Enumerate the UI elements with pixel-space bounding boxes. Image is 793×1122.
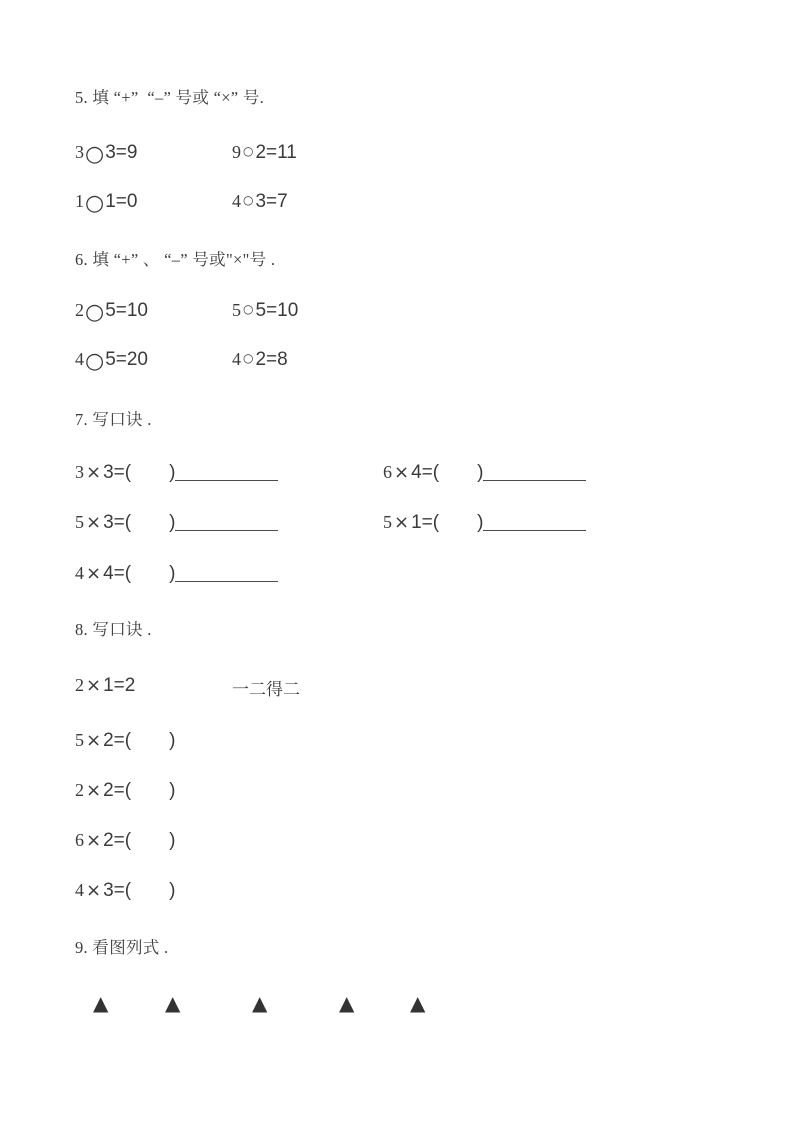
equation — [75, 459, 278, 484]
equation-rest: 5=20 — [105, 349, 148, 370]
operand: 2 — [75, 300, 84, 320]
equation-rest: 1=0 — [105, 191, 138, 212]
equation-row — [75, 880, 793, 908]
multiply-sign: × — [394, 462, 410, 483]
triangle-icon: ▲ — [252, 991, 268, 1015]
question-6-heading: 6. 填 “+” 、 “–” 号或"×"号 . — [75, 250, 276, 269]
small-circle-blank-icon: ○ — [243, 144, 254, 158]
equation — [75, 560, 278, 585]
operand: 5 — [383, 512, 392, 532]
close-paren: ) — [477, 462, 484, 483]
equation-row — [75, 509, 793, 537]
triangle-icon: ▲ — [339, 991, 355, 1015]
multiply-sign: × — [86, 563, 102, 584]
equation — [75, 675, 135, 697]
equation-rest: 2=11 — [255, 142, 297, 163]
equation-rest: 3=9 — [105, 142, 138, 163]
operand: 5 — [75, 512, 84, 532]
equation — [75, 830, 175, 852]
equation-row — [75, 142, 793, 170]
operand: 2 — [75, 675, 84, 695]
triangle-icon: ▲ — [410, 991, 426, 1015]
small-circle-blank-icon: ○ — [243, 351, 254, 365]
multiply-sign: × — [86, 462, 102, 483]
operand: 3 — [75, 462, 84, 482]
close-paren: ) — [169, 512, 176, 533]
equation-row — [75, 780, 793, 808]
close-paren: ) — [169, 730, 176, 751]
close-paren: ) — [169, 830, 176, 851]
triangle-icon: ▲ — [93, 991, 109, 1015]
equation — [75, 349, 148, 373]
multiply-sign: × — [86, 512, 102, 533]
equation — [75, 300, 148, 324]
equation-rest: 4=( — [411, 462, 440, 483]
equation — [75, 780, 175, 802]
equation — [75, 509, 278, 534]
equation-row — [75, 675, 793, 703]
operand: 4 — [232, 349, 241, 369]
equation-rest: 3=7 — [255, 191, 288, 212]
equation — [75, 142, 137, 166]
equation-rest: 2=8 — [255, 349, 288, 370]
close-paren: ) — [169, 462, 176, 483]
equation-rest: 2=( — [103, 830, 132, 851]
operand: 4 — [75, 563, 84, 583]
equation-row — [75, 560, 793, 588]
close-paren: ) — [169, 780, 176, 801]
equation-rest: 2=( — [103, 780, 132, 801]
equation — [75, 191, 137, 215]
equation — [232, 142, 297, 164]
answer-underline — [483, 459, 586, 481]
circle-blank-icon: ○ — [85, 349, 105, 374]
operand: 4 — [232, 191, 241, 211]
operand: 5 — [75, 730, 84, 750]
answer-underline — [483, 509, 586, 531]
equation-rest: 5=10 — [255, 300, 299, 321]
operand: 1 — [75, 191, 84, 211]
multiply-sign: × — [394, 512, 410, 533]
circle-blank-icon: ○ — [85, 142, 105, 167]
equation — [232, 300, 298, 322]
small-circle-blank-icon: ○ — [243, 193, 254, 207]
equation-row — [75, 730, 793, 758]
multiply-sign: × — [86, 675, 102, 696]
equation-row — [75, 191, 793, 219]
operand: 3 — [75, 142, 84, 162]
equation-rest: 3=( — [103, 462, 132, 483]
equation — [75, 880, 175, 902]
equation-rest: 4=( — [103, 563, 132, 584]
answer-underline — [175, 509, 278, 531]
operand: 4 — [75, 349, 84, 369]
equation — [383, 509, 586, 534]
operand: 4 — [75, 880, 84, 900]
multiply-sign: × — [86, 780, 102, 801]
question-8-heading: 8. 写口诀 . — [75, 620, 152, 639]
operand: 2 — [75, 780, 84, 800]
equation-rest: 2=( — [103, 730, 132, 751]
equation — [75, 730, 175, 752]
equation — [232, 191, 288, 213]
close-paren: ) — [169, 880, 176, 901]
equation-rest: 1=2 — [103, 675, 136, 696]
equation-rest: 3=( — [103, 880, 132, 901]
multiply-sign: × — [86, 830, 102, 851]
triangle-icon: ▲ — [165, 991, 181, 1015]
circle-blank-icon: ○ — [85, 300, 105, 325]
answer-underline — [175, 459, 278, 481]
close-paren: ) — [169, 563, 176, 584]
equation-row — [75, 349, 793, 377]
equation-rest: 5=10 — [105, 300, 148, 321]
question-7-heading: 7. 写口诀 . — [75, 410, 152, 429]
operand: 6 — [75, 830, 84, 850]
question-5-heading: 5. 填 “+” “–” 号或 “×” 号. — [75, 88, 265, 107]
equation-row — [75, 300, 793, 328]
question-9-heading: 9. 看图列式 . — [75, 938, 169, 957]
mnemonic-example: 一二得二 — [232, 680, 300, 699]
close-paren: ) — [477, 512, 484, 533]
multiply-sign: × — [86, 730, 102, 751]
equation-rest: 3=( — [103, 512, 132, 533]
small-circle-blank-icon: ○ — [243, 302, 254, 316]
equation-row — [75, 830, 793, 858]
operand: 6 — [383, 462, 392, 482]
equation-rest: 1=( — [411, 512, 440, 533]
equation — [383, 459, 586, 484]
operand: 9 — [232, 142, 241, 162]
operand: 5 — [232, 300, 241, 320]
multiply-sign: × — [86, 880, 102, 901]
equation — [232, 349, 288, 371]
circle-blank-icon: ○ — [85, 191, 105, 216]
answer-underline — [175, 560, 278, 582]
equation-row — [75, 459, 793, 487]
picture-row — [75, 993, 793, 1021]
